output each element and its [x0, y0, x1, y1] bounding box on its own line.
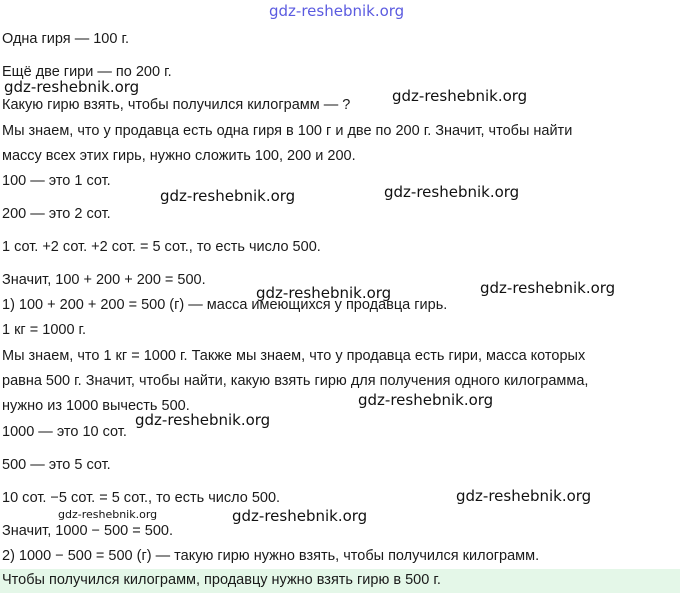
- watermark: gdz-reshebnik.org: [392, 87, 528, 105]
- solution-line: Ещё две гири — по 200 г.: [2, 64, 172, 80]
- solution-line: 500 — это 5 сот.: [2, 457, 111, 473]
- watermark: gdz-reshebnik.org: [135, 411, 271, 429]
- solution-line: нужно из 1000 вычесть 500.: [2, 398, 190, 414]
- watermark: gdz-reshebnik.org: [384, 183, 520, 201]
- watermark: gdz-reshebnik.org: [456, 487, 592, 505]
- solution-line: равна 500 г. Значит, чтобы найти, какую взять гирю для получения одного килограмма,: [2, 373, 589, 389]
- solution-line: Одна гиря — 100 г.: [2, 31, 129, 47]
- solution-line: 10 сот. −5 сот. = 5 сот., то есть число 500.: [2, 490, 281, 506]
- watermark: gdz-reshebnik.org: [358, 391, 494, 409]
- watermark: gdz-reshebnik.org: [480, 279, 616, 297]
- solution-line: массу всех этих гирь, нужно сложить 100, 200 и 200.: [2, 148, 356, 164]
- conclusion-text: Чтобы получился килограмм, продавцу нужно взять гирю в 500 г.: [2, 572, 441, 588]
- solution-line: 1 кг = 1000 г.: [2, 322, 87, 338]
- header-watermark: gdz-reshebnik.org: [269, 2, 405, 20]
- solution-line: Мы знаем, что 1 кг = 1000 г. Также мы знаем, что у продавца есть гири, масса которых: [2, 348, 586, 364]
- solution-line: 100 — это 1 сот.: [2, 173, 111, 189]
- solution-line: 2) 1000 − 500 = 500 (г) — такую гирю нужно взять, чтобы получился килограмм.: [2, 548, 540, 564]
- solution-line: Какую гирю взять, чтобы получился килограмм — ?: [2, 97, 351, 113]
- watermark: gdz-reshebnik.org: [160, 187, 296, 205]
- conclusion-box: [0, 569, 680, 593]
- solution-line: Мы знаем, что у продавца есть одна гиря в 100 г и две по 200 г. Значит, чтобы найти: [2, 123, 573, 139]
- watermark: gdz-reshebnik.org: [256, 284, 392, 302]
- solution-line: Значит, 1000 − 500 = 500.: [2, 523, 173, 539]
- solution-line: Значит, 100 + 200 + 200 = 500.: [2, 272, 206, 288]
- solution-line: 1 сот. +2 сот. +2 сот. = 5 сот., то есть число 500.: [2, 239, 321, 255]
- watermark: gdz-reshebnik.org: [58, 508, 158, 521]
- watermark: gdz-reshebnik.org: [4, 78, 140, 96]
- solution-line: 1000 — это 10 сот.: [2, 424, 127, 440]
- solution-line: 200 — это 2 сот.: [2, 206, 111, 222]
- solution-line: 1) 100 + 200 + 200 = 500 (г) — масса имеющихся у продавца гирь.: [2, 297, 448, 313]
- watermark: gdz-reshebnik.org: [232, 507, 368, 525]
